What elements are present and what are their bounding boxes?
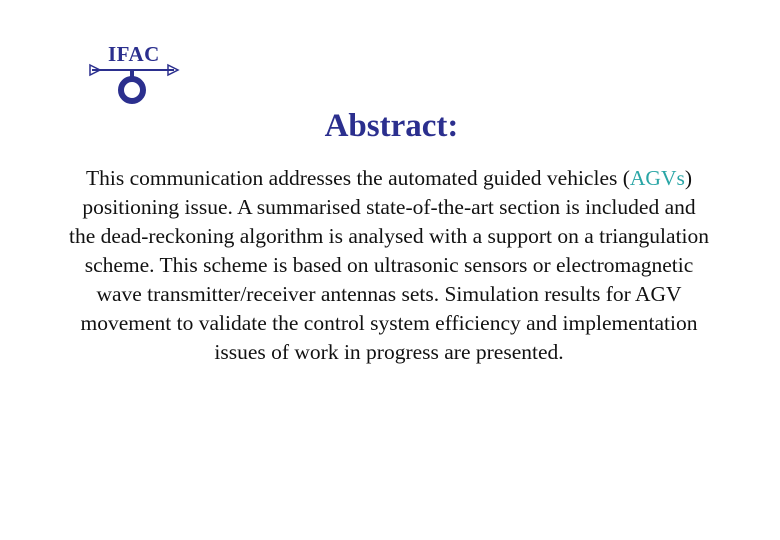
ifac-logo bbox=[88, 42, 184, 108]
abstract-text bbox=[68, 164, 710, 367]
logo-text: IFAC bbox=[108, 42, 160, 66]
agvs-acronym: AGVs bbox=[629, 166, 685, 190]
page-title: Abstract: bbox=[324, 108, 459, 144]
abstract-text-rest: ) positioning issue. A summarised state-of-the-art section is included and the dead-reckoning algorithm is analysed with a support on a triangulation scheme. This scheme is based on ultrasonic sensors or electromagnetic wave transmitter/receiver antennas sets. Simulation results for AGV movement to validate the control system efficiency and implementation issues of work in progress are presented. bbox=[68, 166, 710, 364]
abstract-text-start: This communication addresses the automated guided vehicles ( bbox=[85, 166, 630, 190]
